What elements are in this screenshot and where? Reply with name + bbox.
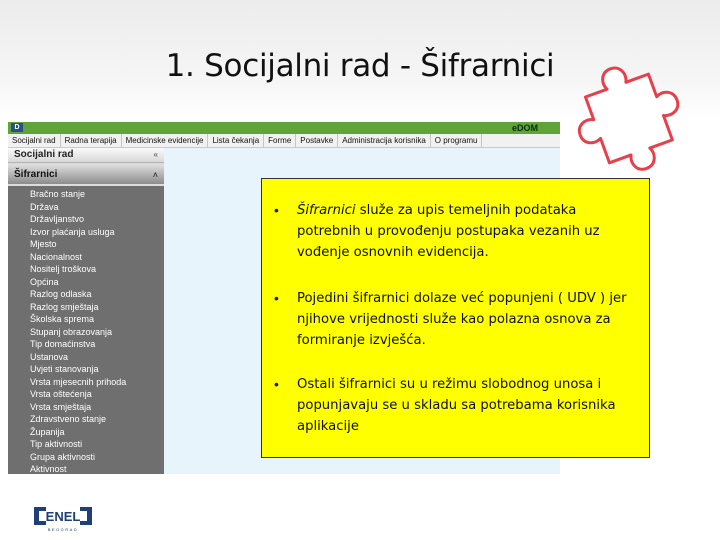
app-menubar: [8, 134, 560, 148]
sidebar-item-nacionalnost[interactable]: Nacionalnost: [30, 251, 83, 262]
bullet-1-emphasis: Šifrarnici: [297, 203, 356, 218]
menu-lista-cekanja[interactable]: Lista čekanja: [208, 134, 264, 147]
bullet-1-rest: služe za upis temeljnih podataka potrebnih u provođenju postupaka vezanih uz vođenje osnovnih evidencija.: [297, 203, 600, 260]
sidebar-item-zupanija[interactable]: Županija: [30, 426, 65, 437]
menu-radna-terapija[interactable]: Radna terapija: [61, 134, 122, 147]
sidebar-item-razlog-smjestaja[interactable]: Razlog smještaja: [30, 301, 99, 312]
sidebar-item-vrsta-ostecenja[interactable]: Vrsta oštećenja: [30, 389, 92, 399]
sidebar-item-tip-aktivnosti[interactable]: Tip aktivnosti: [30, 439, 83, 449]
menu-socijalni-rad[interactable]: Socijalni rad: [8, 134, 61, 147]
bullet-text-1: [297, 200, 643, 263]
sidebar-item-izvor-placanja-usluga[interactable]: Izvor plaćanja usluga: [30, 226, 115, 237]
bullet-text-2: Pojedini šifrarnici dolaze već popunjeni ( UDV ) jer njihove vrijednosti služe kao polazna osnova za formiranje izvješća.: [297, 291, 627, 348]
yellow-note-box: [261, 178, 650, 458]
bullet-icon: •: [274, 376, 279, 392]
bullet-icon: •: [274, 202, 279, 218]
puzzle-piece-icon: [570, 55, 690, 180]
app-titlebar: [8, 122, 560, 134]
sidebar-item-tip-domacinstva[interactable]: Tip domaćinstva: [30, 339, 96, 349]
bullet-icon: •: [274, 290, 279, 306]
sidebar-item-stupanj-obrazovanja[interactable]: Stupanj obrazovanja: [30, 326, 113, 337]
bullet-text-3: Ostali šifrarnici su u režimu slobodnog unosa i popunjavaju se u skladu sa potrebama korisnika aplikacije: [297, 377, 616, 434]
panel-title: Socijalni rad: [14, 149, 74, 160]
menu-forme[interactable]: Forme: [264, 134, 296, 147]
app-name: eDOM: [511, 123, 538, 133]
sidebar-item-bracno-stanje[interactable]: Bračno stanje: [30, 189, 86, 199]
section-title: Šifrarnici: [14, 169, 58, 180]
section-header-sifrarnici[interactable]: [8, 166, 164, 184]
sidebar-item-opcina[interactable]: Općina: [30, 276, 59, 287]
logo-subtext: BEOGRAD: [47, 527, 79, 532]
chevron-up-icon[interactable]: ˄: [152, 170, 158, 180]
sidebar-item-drzavljanstvo[interactable]: Državljanstvo: [30, 214, 85, 224]
sidebar-item-vrsta-mjesecnih-prihoda[interactable]: Vrsta mjesecnih prihoda: [30, 376, 127, 387]
sifrarnici-list: [8, 186, 164, 474]
sidebar-item-skolska-sprema[interactable]: Školska sprema: [30, 314, 95, 324]
sidebar-item-nositelj-troskova[interactable]: Nositelj troškova: [30, 264, 97, 274]
app-logo: D: [11, 123, 23, 132]
sidebar-item-mjesto[interactable]: Mjesto: [30, 239, 57, 249]
menu-administracija-korisnika[interactable]: Administracija korisnika: [338, 134, 431, 147]
sidebar: [8, 148, 164, 474]
sidebar-item-grupa-aktivnosti[interactable]: Grupa aktivnosti: [30, 451, 96, 462]
sidebar-item-aktivnost[interactable]: Aktivnost: [30, 464, 67, 474]
sidebar-item-zdravstveno-stanje[interactable]: Zdravstveno stanje: [30, 414, 107, 424]
menu-o-programu[interactable]: O programu: [431, 134, 483, 147]
menu-medicinske-evidencije[interactable]: Medicinske evidencije: [122, 134, 209, 147]
panel-header[interactable]: [8, 148, 164, 163]
enel-logo: [32, 503, 94, 533]
logo-text: ENEL: [45, 509, 81, 524]
sidebar-item-uvjeti-stanovanja[interactable]: Uvjeti stanovanja: [30, 364, 99, 374]
sidebar-item-drzava[interactable]: Država: [30, 201, 59, 212]
sidebar-item-razlog-odlaska[interactable]: Razlog odlaska: [30, 289, 92, 299]
sidebar-item-vrsta-smjestaja[interactable]: Vrsta smještaja: [30, 401, 92, 412]
sidebar-item-ustanova[interactable]: Ustanova: [30, 351, 69, 362]
menu-postavke[interactable]: Postavke: [296, 134, 338, 147]
slide-title: 1. Socijalni rad - Šifrarnici: [165, 48, 555, 84]
collapse-panel-icon[interactable]: «: [153, 150, 158, 159]
